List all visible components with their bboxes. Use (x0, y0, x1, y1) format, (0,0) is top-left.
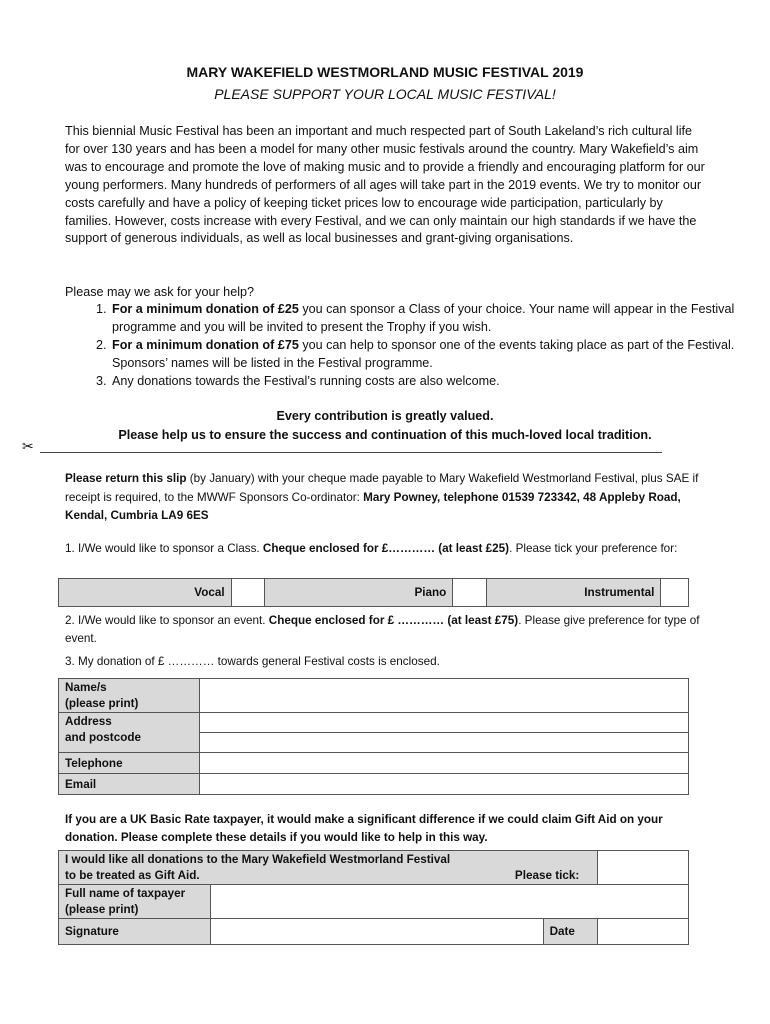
name-field[interactable] (200, 679, 689, 713)
intro-paragraph: This biennial Music Festival has been an important and much respected part of South Lakeland’s rich cultural life for over 130 years and has been a model for many other music festivals around the country. Mary Wakefield’s aim was to encourage and promote the love of making music and to provide a friendly and encouraging platform for our young performers. Many hundreds of performers of all ages will take part in the 2019 events. We try to monitor our costs carefully and have a policy of keeping ticket prices low to encourage wide participation, particularly by families. However, costs increase with every Festival, and we can only maintain our high standards if we have the support of generous individuals, as well as local businesses and grant-giving organisations. (65, 124, 705, 246)
signature-field[interactable] (210, 919, 543, 945)
taxpayer-name-field[interactable] (210, 885, 688, 919)
closing-line-1: Every contribution is greatly valued. (276, 409, 494, 423)
instrumental-tick-box[interactable] (661, 579, 689, 607)
telephone-field[interactable] (200, 753, 689, 774)
slip-contact: Mary Powney, telephone 01539 723342, 48 Appleby Road, Kendal, Cumbria LA9 6ES (65, 490, 681, 522)
sponsorship-options-list (65, 301, 750, 391)
vocal-tick-box[interactable] (231, 579, 264, 607)
option-3-text: Any donations towards the Festival’s running costs are also welcome. (112, 373, 500, 388)
section-2-part-1: 2. I/We would like to sponsor an event. (65, 614, 269, 627)
option-1-bold: For a minimum donation of £25 (112, 302, 299, 316)
email-label: Email (59, 774, 200, 795)
instrumental-label: Instrumental (486, 579, 661, 607)
slip-text: (by January) with your cheque made payable to Mary Wakefield Westmorland Festival, plus SAE if receipt is required, to the MWWF Sponsors Co-ordinator: (65, 472, 699, 504)
section-2-cheque: Cheque enclosed for £ ………… (at least £75) (268, 614, 519, 627)
piano-tick-box[interactable] (453, 579, 486, 607)
donor-details-table (58, 678, 689, 795)
piano-label: Piano (265, 579, 453, 607)
list-item (110, 373, 750, 391)
address-label-line-2: and postcode (65, 731, 141, 744)
address-label-line-1: Address (65, 715, 112, 728)
page-title: MARY WAKEFIELD WESTMORLAND MUSIC FESTIVAL 2019 (186, 64, 584, 80)
list-item (110, 337, 750, 373)
declaration-line-1: I would like all donations to the Mary Wakefield Westmorland Festival (65, 853, 451, 866)
section-3-text: 3. My donation of £ ………… towards general Festival costs is enclosed. (65, 655, 440, 668)
vocal-label: Vocal (59, 579, 232, 607)
gift-aid-tick-box[interactable] (598, 851, 689, 885)
declaration-line-2: to be treated as Gift Aid. (65, 869, 200, 882)
class-preference-table (58, 578, 689, 607)
section-1-cheque: Cheque enclosed for £………… (at least £25) (262, 542, 510, 555)
address-field-line-2[interactable] (200, 733, 689, 753)
section-2-part-2: . Please give preference for type of event. (65, 614, 700, 645)
email-field[interactable] (200, 774, 689, 795)
name-label-line-1: Name/s (65, 681, 107, 694)
option-2-bold: For a minimum donation of £75 (112, 337, 299, 352)
cut-line (22, 438, 662, 456)
slip-bold-1: Please return this slip (65, 472, 187, 485)
taxpayer-label-line-2: (please print) (65, 903, 139, 916)
gift-aid-table (58, 850, 689, 945)
gift-aid-declaration (59, 851, 598, 885)
ask-line: Please may we ask for your help? (65, 285, 254, 299)
address-field-line-1[interactable] (200, 713, 689, 733)
page-subtitle: PLEASE SUPPORT YOUR LOCAL MUSIC FESTIVAL! (214, 86, 556, 102)
option-2-text: you can help to sponsor one of the events taking place as part of the Festival. Sponsors’ names will be listed in the Festival programme. (112, 337, 735, 370)
section-2-text (65, 612, 710, 648)
return-slip-instructions (65, 470, 710, 526)
date-field[interactable] (598, 919, 689, 945)
name-label-line-2: (please print) (65, 697, 139, 710)
section-1-part-1: 1. I/We would like to sponsor a Class. (65, 542, 263, 555)
closing-line-2: Please help us to ensure the success and continuation of this much-loved local tradition. (118, 428, 652, 442)
name-label (59, 679, 200, 713)
taxpayer-name-label (59, 885, 211, 919)
scissors-icon: ✂ (22, 438, 34, 454)
date-label: Date (543, 919, 598, 945)
signature-label: Signature (59, 919, 211, 945)
gift-aid-intro: If you are a UK Basic Rate taxpayer, it would make a significant difference if we could claim Gift Aid on your donation. Please complete these details if you would like to help in this way. (65, 813, 663, 844)
telephone-label: Telephone (59, 753, 200, 774)
address-label (59, 713, 200, 753)
option-1-text: you can sponsor a Class of your choice. Your name will appear in the Festival programme and you will be invited to present the Trophy if you wish. (112, 302, 735, 334)
taxpayer-label-line-1: Full name of taxpayer (65, 887, 186, 900)
section-1-text (65, 540, 710, 558)
section-1-part-2: . Please tick your preference for: (509, 542, 678, 555)
please-tick-label: Please tick: (514, 869, 580, 882)
dashed-divider (40, 452, 662, 453)
list-item (110, 301, 750, 337)
